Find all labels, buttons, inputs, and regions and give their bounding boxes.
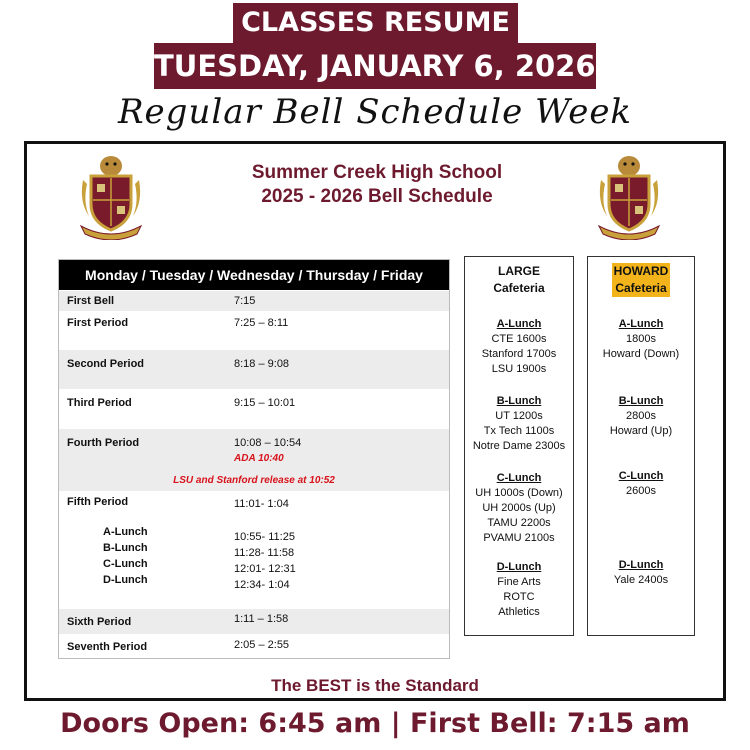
caf-title-line: Cafeteria	[493, 281, 545, 295]
schedule-days-header: Monday / Tuesday / Wednesday / Thursday / Friday	[59, 260, 449, 290]
period-time: 8:18 – 9:08	[234, 358, 290, 370]
list-item: 2600s	[626, 485, 656, 497]
table-row	[59, 429, 449, 491]
bell-schedule-sheet	[24, 141, 726, 701]
schedule-year: 2025 - 2026 Bell Schedule	[261, 186, 493, 207]
lunch-group-b	[465, 394, 573, 454]
lunch-heading: B-Lunch	[618, 395, 664, 407]
period-label: Seventh Period	[67, 641, 148, 653]
lunch-time: 10:55- 11:25	[234, 531, 295, 543]
lunch-time: 11:28- 11:58	[234, 547, 295, 559]
period-time: 11:01- 1:04	[234, 498, 289, 510]
period-label: Fifth Period	[67, 496, 129, 508]
lunch-heading: A-Lunch	[496, 318, 542, 330]
list-item: CTE 1600s	[491, 333, 547, 345]
period-time: 10:08 – 10:54	[234, 437, 302, 449]
list-item: Fine Arts	[497, 576, 541, 588]
lunch-heading: A-Lunch	[618, 318, 664, 330]
lunch-heading: C-Lunch	[618, 470, 664, 482]
table-row	[59, 634, 449, 658]
lunch-heading: D-Lunch	[496, 561, 542, 573]
table-row	[59, 350, 449, 389]
list-item: ROTC	[503, 591, 535, 603]
lunch-group-b	[588, 394, 694, 439]
lunch-label: A-Lunch	[103, 526, 148, 538]
lunch-group-d	[588, 558, 694, 588]
period-time: 2:05 – 2:55	[234, 639, 290, 651]
lunch-label: D-Lunch	[103, 574, 148, 586]
motto: The BEST is the Standard	[271, 676, 479, 695]
large-cafeteria-title	[465, 263, 573, 297]
table-row	[59, 491, 449, 609]
period-time: 1:11 – 1:58	[234, 613, 289, 625]
list-item: Stanford 1700s	[481, 348, 557, 360]
list-item: UT 1200s	[495, 410, 543, 422]
period-label: First Bell	[67, 295, 115, 307]
script-title: Regular Bell Schedule Week	[117, 92, 633, 132]
list-item: UH 2000s (Up)	[482, 502, 556, 514]
caf-title-line: LARGE	[498, 264, 540, 278]
banner-line-2: TUESDAY, JANUARY 6, 2026!	[154, 43, 596, 89]
banner-line-1: CLASSES RESUME	[233, 3, 518, 43]
table-row	[59, 389, 449, 429]
lunch-group-d	[465, 560, 573, 620]
lunch-label: C-Lunch	[103, 558, 148, 570]
school-crest-icon	[75, 152, 147, 240]
list-item: 2800s	[626, 410, 656, 422]
list-item: Howard (Down)	[602, 348, 680, 360]
lunch-heading: C-Lunch	[496, 472, 542, 484]
list-item: 1800s	[626, 333, 656, 345]
lunch-group-a	[588, 317, 694, 362]
lunch-time: 12:01- 12:31	[234, 563, 296, 575]
period-time: 9:15 – 10:01	[234, 397, 296, 409]
table-row	[59, 291, 449, 311]
period-time: 7:25 – 8:11	[234, 317, 289, 329]
list-item: PVAMU 2100s	[483, 532, 555, 544]
list-item: Athletics	[498, 606, 540, 618]
list-item: Howard (Up)	[609, 425, 673, 437]
period-label: Fourth Period	[67, 437, 140, 449]
school-name: Summer Creek High School	[251, 162, 503, 183]
howard-cafeteria-title	[612, 263, 670, 297]
ada-time: ADA 10:40	[234, 453, 284, 464]
bell-schedule-table	[58, 259, 450, 659]
period-time: 7:15	[234, 295, 256, 307]
doors-open-footer: Doors Open: 6:45 am | First Bell: 7:15 am	[60, 708, 690, 739]
lunch-group-a	[465, 317, 573, 377]
table-row	[59, 609, 449, 634]
list-item: Yale 2400s	[613, 574, 669, 586]
table-row	[59, 311, 449, 350]
release-note: LSU and Stanford release at 10:52	[173, 475, 335, 486]
period-label: Sixth Period	[67, 616, 132, 628]
caf-title-line: Cafeteria	[615, 281, 667, 295]
list-item: LSU 1900s	[491, 363, 547, 375]
list-item: UH 1000s (Down)	[475, 487, 563, 499]
list-item: TAMU 2200s	[487, 517, 551, 529]
school-crest-icon	[593, 152, 665, 240]
period-label: First Period	[67, 317, 129, 329]
lunch-label: B-Lunch	[103, 542, 148, 554]
caf-title-line: HOWARD	[613, 264, 669, 278]
list-item: Notre Dame 2300s	[472, 440, 566, 452]
lunch-heading: B-Lunch	[496, 395, 542, 407]
period-label: Second Period	[67, 358, 145, 370]
large-cafeteria-panel	[464, 256, 574, 636]
lunch-group-c	[465, 471, 573, 546]
lunch-time: 12:34- 1:04	[234, 579, 290, 591]
list-item: Tx Tech 1100s	[483, 425, 555, 437]
lunch-heading: D-Lunch	[618, 559, 664, 571]
howard-cafeteria-panel	[587, 256, 695, 636]
lunch-group-c	[588, 469, 694, 499]
period-label: Third Period	[67, 397, 132, 409]
